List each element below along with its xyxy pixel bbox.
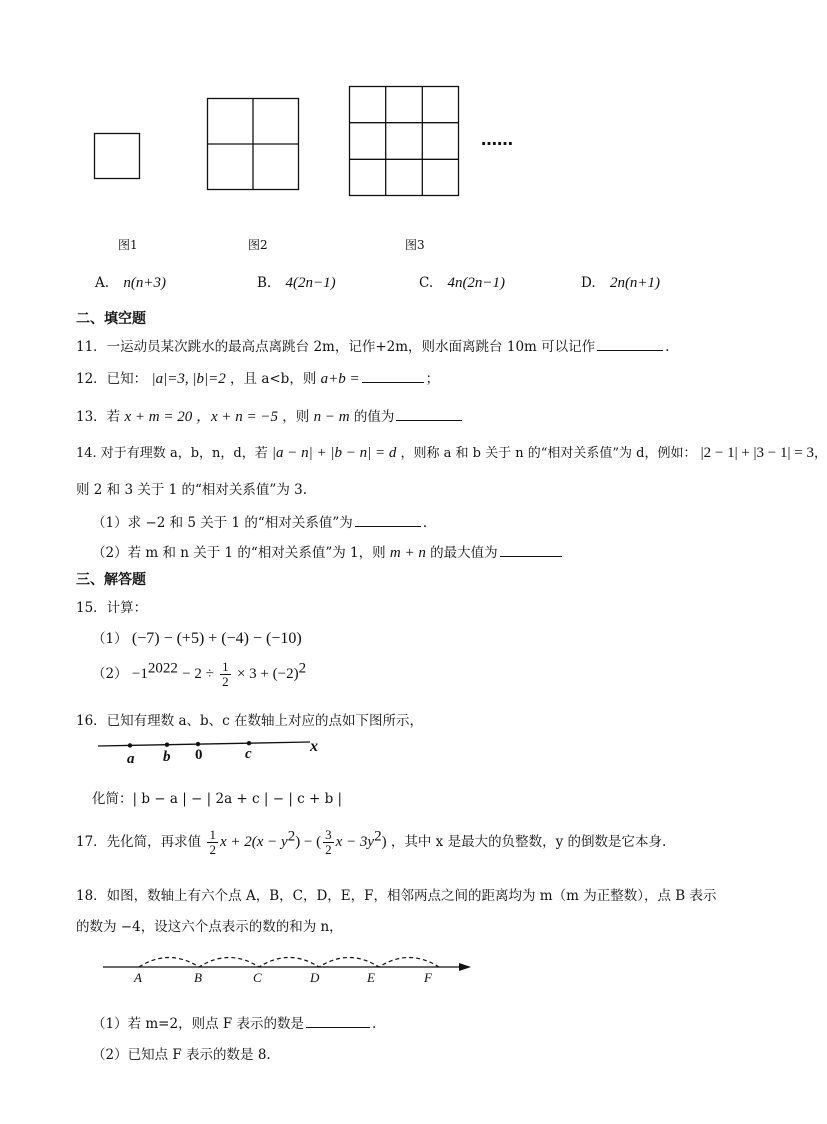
question-18-sub1 xyxy=(92,1012,376,1032)
q14-sub1-answer-blank[interactable] xyxy=(355,514,421,527)
option-c xyxy=(419,275,505,292)
q17-sup1: 2 xyxy=(287,828,296,845)
figure-3-grid xyxy=(349,86,459,196)
section-title-fill-blank: 二、填空题 xyxy=(76,311,146,327)
question-18-line1: 18．如图，数轴上有六个点 A，B，C，D，E，F，相邻两点之间的距离均为 m（m 为正整数），点 B 表示 xyxy=(76,888,717,904)
q15-sub2-exp2: 2 xyxy=(298,660,307,677)
q13-math2: n − m xyxy=(313,409,350,425)
figure-label-2: 图2 xyxy=(248,238,268,252)
q18-label-a: A xyxy=(134,970,142,985)
q18-sub1-answer-blank[interactable] xyxy=(306,1015,370,1028)
q16-label-b: b xyxy=(163,749,171,765)
option-b xyxy=(257,275,336,292)
q14-line1-end: ， xyxy=(813,446,827,461)
q17-sup2: 2 xyxy=(374,828,382,845)
q12-answer-blank[interactable] xyxy=(362,370,424,383)
figure-2-grid xyxy=(207,98,299,190)
question-14-line1 xyxy=(76,442,827,462)
q14-line1-pre: 14. 对于有理数 a，b，n，d，若 xyxy=(76,446,268,461)
q16-label-x: x xyxy=(310,738,318,755)
q17-fraction-1 xyxy=(207,828,218,857)
q15-sub2-num: 1 xyxy=(222,659,229,674)
option-d xyxy=(581,275,660,292)
question-15: 15．计算： xyxy=(76,600,148,616)
q14-sub1-end: . xyxy=(422,515,428,531)
q12-math: |a|=3, |b|=2 xyxy=(151,371,226,387)
q15-sub1-label: （1） xyxy=(92,631,128,647)
option-b-expr: 4(2n−1) xyxy=(285,275,336,291)
option-a-letter: A. xyxy=(95,275,110,291)
figure-1-square xyxy=(94,133,140,179)
q14-sub2-pre: （2）若 m 和 n 关于 1 的“相对关系值”为 1，则 xyxy=(92,545,386,561)
q15-sub2-exp: 2022 xyxy=(147,660,178,677)
q14-sub2-post: 的最大值为 xyxy=(430,545,498,561)
figure-label-1: 图1 xyxy=(118,238,138,252)
q13-mid: ，则 xyxy=(282,409,310,425)
figure-ellipsis: …… xyxy=(481,130,513,149)
q17-mid2: ) − ( xyxy=(295,834,322,850)
option-d-expr: 2n(n+1) xyxy=(609,275,661,291)
option-b-letter: B. xyxy=(257,275,272,291)
q18-sub1-text: （1）若 m=2，则点 F 表示的数是 xyxy=(92,1016,305,1032)
q17-num2: 3 xyxy=(325,827,332,842)
q16-point-a xyxy=(128,743,132,747)
q17-den2: 2 xyxy=(325,842,332,857)
q16-label-zero: 0 xyxy=(195,747,203,763)
q12-mid: ，且 a<b，则 xyxy=(230,371,317,387)
option-c-expr: 4n(2n−1) xyxy=(447,275,506,291)
q17-fraction-2 xyxy=(323,828,334,857)
question-14-line2: 则 2 和 3 关于 1 的“相对关系值”为 3. xyxy=(76,482,307,498)
question-15-sub1 xyxy=(92,627,302,648)
q15-sub2-a: −1 xyxy=(131,666,148,682)
q13-math: x + m = 20 ，x + n = −5 xyxy=(124,409,278,425)
q14-sub2-answer-blank[interactable] xyxy=(500,544,562,557)
q17-mid4: ) xyxy=(381,834,387,850)
q18-label-c: C xyxy=(253,970,262,985)
question-15-sub2 xyxy=(92,660,306,689)
q15-sub2-den: 2 xyxy=(222,674,229,689)
q18-sub1-end: . xyxy=(372,1016,377,1032)
q14-sub1-text: （1）求 −2 和 5 关于 1 的“相对关系值”为 xyxy=(92,515,353,531)
q12-math2: a+b = xyxy=(320,371,360,387)
q11-answer-blank[interactable] xyxy=(597,338,663,351)
question-17 xyxy=(76,828,666,857)
question-18-line2: 的数为 −4，设这六个点表示的数的和为 n， xyxy=(76,919,343,935)
q17-mid1: x + 2(x − y xyxy=(219,834,288,850)
q12-pre: 12．已知： xyxy=(76,371,148,387)
option-a xyxy=(95,275,166,292)
q17-num1: 1 xyxy=(209,827,216,842)
q18-label-f: F xyxy=(424,970,432,985)
question-18-sub2: （2）已知点 F 表示的数是 8. xyxy=(92,1047,271,1063)
q14-line1-math2: |2 − 1| + |3 − 1| = 3 xyxy=(700,445,814,461)
q16-label-c: c xyxy=(245,746,252,762)
q14-sub2-math: m + n xyxy=(389,545,426,561)
section-title-solutions: 三、解答题 xyxy=(76,572,146,588)
q15-sub2-fraction xyxy=(220,660,231,689)
q14-line1-mid: ，则称 a 和 b 关于 n 的“相对关系值”为 d，例如： xyxy=(400,446,697,461)
q18-label-b: B xyxy=(194,970,202,985)
q15-sub1-math: (−7) − (+5) + (−4) − (−10) xyxy=(131,630,302,647)
q16-label-a: a xyxy=(127,751,135,767)
question-14-sub2 xyxy=(92,541,564,562)
question-12 xyxy=(76,367,439,388)
q16-point-c xyxy=(247,741,251,745)
q18-label-d: D xyxy=(310,970,320,985)
q18-number-line xyxy=(103,950,475,995)
q15-sub2-label: （2） xyxy=(92,666,128,682)
option-d-letter: D. xyxy=(581,275,596,291)
q17-pre: 17．先化简，再求值 xyxy=(76,834,202,850)
q15-sub2-c: × 3 + (−2) xyxy=(236,666,299,682)
q11-text: 11．一运动员某次跳水的最高点离跳台 2m，记作+2m，则水面离跳台 10m 可以记作 xyxy=(76,339,596,355)
q12-end: ； xyxy=(425,371,440,387)
question-13 xyxy=(76,405,464,426)
q16-simplify: 化简：| b − a | − | 2a + c | − | c + b | xyxy=(92,791,343,807)
q13-pre: 13．若 xyxy=(76,409,121,425)
q16-point-b xyxy=(165,743,169,747)
question-14-sub1 xyxy=(92,511,427,531)
question-16: 16．已知有理数 a、b、c 在数轴上对应的点如下图所示， xyxy=(76,713,424,729)
q11-end: . xyxy=(665,339,670,355)
question-11 xyxy=(76,335,669,355)
figure-label-3: 图3 xyxy=(405,238,425,252)
q15-sub2-b: − 2 ÷ xyxy=(182,666,214,682)
q18-label-e: E xyxy=(367,970,375,985)
q17-den1: 2 xyxy=(209,842,216,857)
q16-point-zero xyxy=(196,742,200,746)
q17-post: ，其中 x 是最大的负整数，y 的倒数是它本身. xyxy=(390,834,667,850)
q13-post: 的值为 xyxy=(353,409,395,425)
q14-line1-math: |a − n| + |b − n| = d xyxy=(271,445,397,461)
option-a-expr: n(n+3) xyxy=(123,275,166,291)
option-c-letter: C. xyxy=(419,275,434,291)
q17-mid3: x − 3y xyxy=(335,834,375,850)
q13-answer-blank[interactable] xyxy=(396,408,462,421)
